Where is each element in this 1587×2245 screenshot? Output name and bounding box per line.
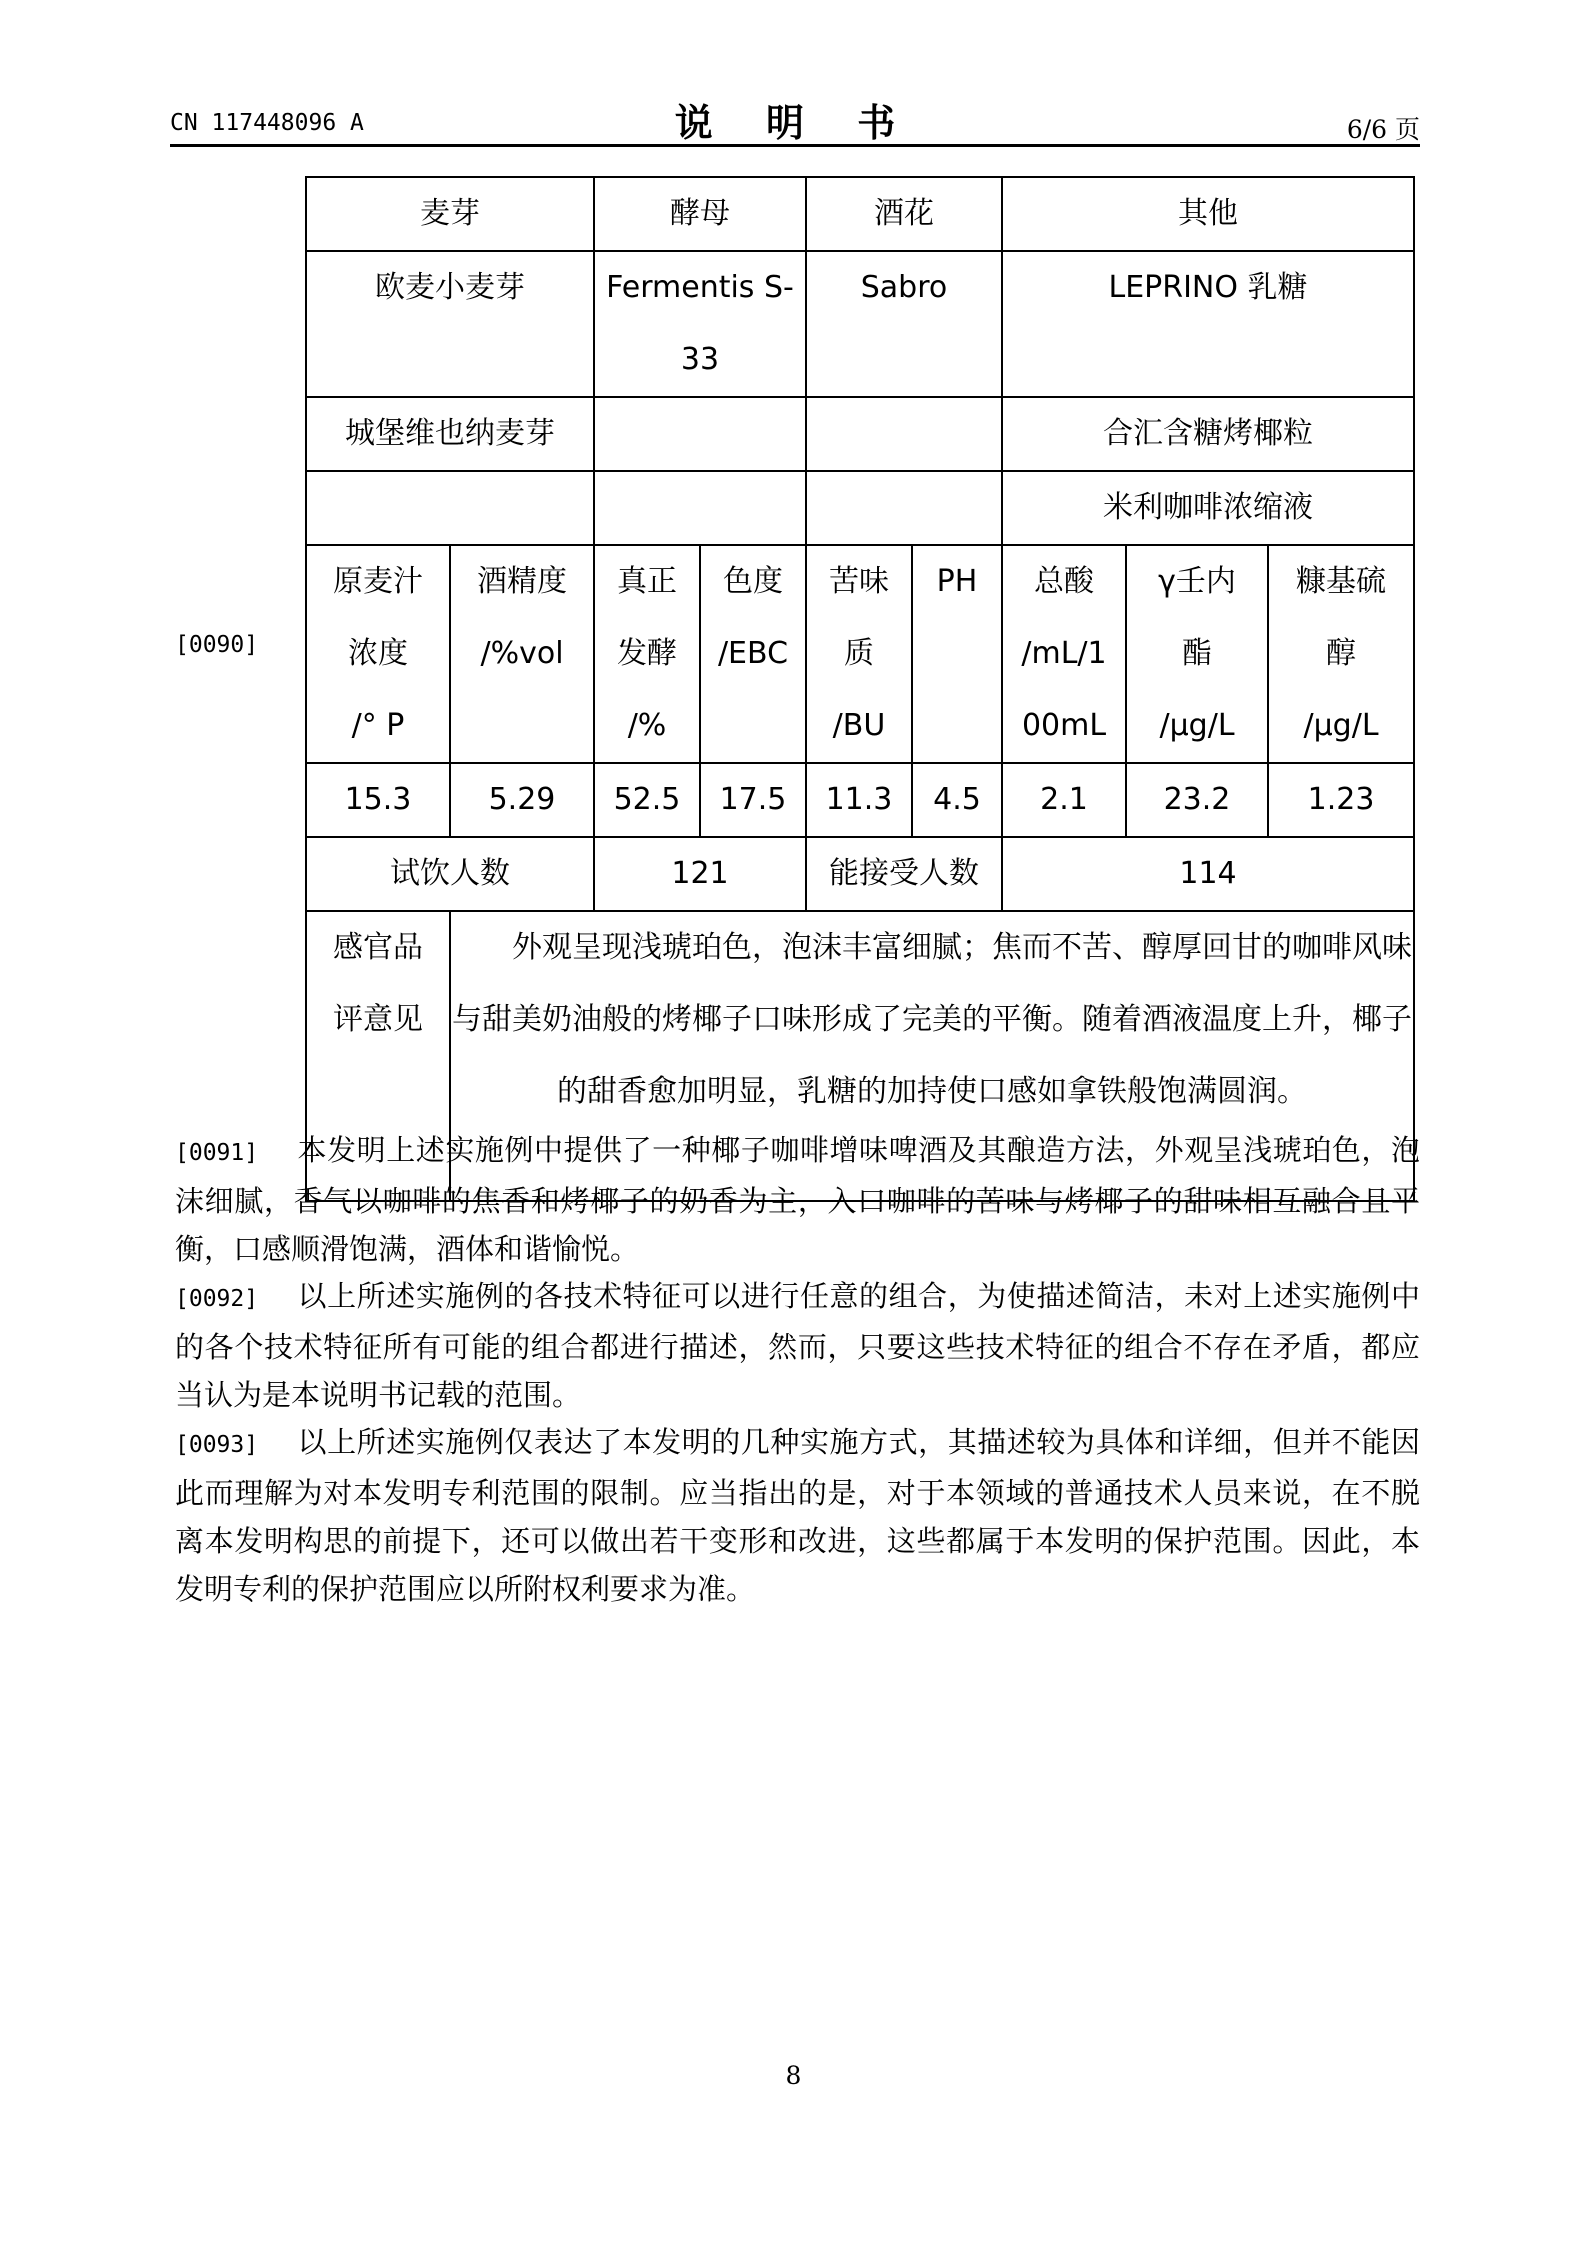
paragraph-0093	[175, 1418, 1420, 1613]
param-value-row	[306, 763, 1414, 837]
header-cell: 酵母	[594, 177, 806, 251]
param-value: 23.2	[1126, 763, 1268, 837]
table-cell: Sabro	[806, 251, 1002, 397]
table-cell	[594, 471, 806, 545]
param-value: 11.3	[806, 763, 912, 837]
ingredient-row	[306, 471, 1414, 545]
header-cell: 酒花	[806, 177, 1002, 251]
table-cell: LEPRINO 乳糖	[1002, 251, 1414, 397]
paragraph-number: [0093]	[175, 1432, 259, 1458]
header-cell: 其他	[1002, 177, 1414, 251]
remark-label: 感官品 评意见	[306, 911, 450, 1201]
remark-text: 外观呈现浅琥珀色，泡沫丰富细腻；焦而不苦、醇厚回甘的咖啡风味与甜美奶油般的烤椰子口味形成了完美的平衡。随着酒液温度上升，椰子的甜香愈加明显，乳糖的加持使口感如拿铁般饱满圆润。	[450, 911, 1414, 1201]
tasters-label: 试饮人数	[306, 837, 594, 911]
header-cell: 麦芽	[306, 177, 594, 251]
param-value: 5.29	[450, 763, 594, 837]
param-header: 酒精度 /%vol	[450, 545, 594, 763]
paragraph-number: [0091]	[175, 1140, 259, 1166]
tasters-value: 121	[594, 837, 806, 911]
table-cell	[306, 471, 594, 545]
param-value: 1.23	[1268, 763, 1414, 837]
table-cell: 城堡维也纳麦芽	[306, 397, 594, 471]
table-cell	[806, 397, 1002, 471]
param-header: γ壬内 酯 /μg/L	[1126, 545, 1268, 763]
page-number: 8	[785, 2061, 802, 2090]
param-value: 2.1	[1002, 763, 1126, 837]
param-value: 52.5	[594, 763, 700, 837]
param-header: 总酸 /mL/1 00mL	[1002, 545, 1126, 763]
accept-value: 114	[1002, 837, 1414, 911]
accept-label: 能接受人数	[806, 837, 1002, 911]
table-cell: 合汇含糖烤椰粒	[1002, 397, 1414, 471]
param-header: 真正 发酵 /%	[594, 545, 700, 763]
param-header: PH	[912, 545, 1002, 763]
table-cell: Fermentis S-33	[594, 251, 806, 397]
param-value: 15.3	[306, 763, 450, 837]
paragraph-number: [0092]	[175, 1286, 259, 1312]
paragraph-0092	[175, 1272, 1420, 1419]
param-header-row	[306, 545, 1414, 763]
ingredient-header-row	[306, 177, 1414, 251]
doc-title: 说 明 书	[674, 101, 916, 145]
table-cell	[806, 471, 1002, 545]
paragraph-number: [0090]	[175, 632, 259, 658]
ingredient-row	[306, 397, 1414, 471]
paragraph-text: 以上所述实施例的各技术特征可以进行任意的组合，为使描述简洁，未对上述实施例中的各个技术特征所有可能的组合都进行描述，然而，只要这些技术特征的组合不存在矛盾，都应当认为是本说明书记载的范围。	[175, 1279, 1420, 1412]
param-header: 苦味 质 /BU	[806, 545, 912, 763]
tasting-row	[306, 837, 1414, 911]
doc-number: CN 117448096 A	[170, 110, 364, 136]
table-cell	[594, 397, 806, 471]
table-cell: 米利咖啡浓缩液	[1002, 471, 1414, 545]
header-divider	[170, 144, 1420, 147]
param-value: 4.5	[912, 763, 1002, 837]
page-header	[170, 88, 1420, 148]
paragraph-text: 本发明上述实施例中提供了一种椰子咖啡增味啤酒及其酿造方法，外观呈浅琥珀色，泡沫细腻，香气以咖啡的焦香和烤椰子的奶香为主，入口咖啡的苦味与烤椰子的甜味相互融合且平衡，口感顺滑饱满，酒体和谐愉悦。	[175, 1133, 1420, 1266]
param-header: 原麦汁 浓度 /° P	[306, 545, 450, 763]
paragraph-0091	[175, 1126, 1420, 1273]
param-value: 17.5	[700, 763, 806, 837]
ingredient-row	[306, 251, 1414, 397]
paragraph-text: 以上所述实施例仅表达了本发明的几种实施方式，其描述较为具体和详细，但并不能因此而理解为对本发明专利范围的限制。应当指出的是，对于本领域的普通技术人员来说，在不脱离本发明构思的前提下，还可以做出若干变形和改进，这些都属于本发明的保护范围。因此，本发明专利的保护范围应以所附权利要求为准。	[175, 1425, 1420, 1606]
page-indicator: 6/6 页	[1346, 115, 1420, 144]
param-header: 色度 /EBC	[700, 545, 806, 763]
param-header: 糠基硫 醇 /μg/L	[1268, 545, 1414, 763]
recipe-table	[305, 176, 1415, 1202]
table-cell: 欧麦小麦芽	[306, 251, 594, 397]
